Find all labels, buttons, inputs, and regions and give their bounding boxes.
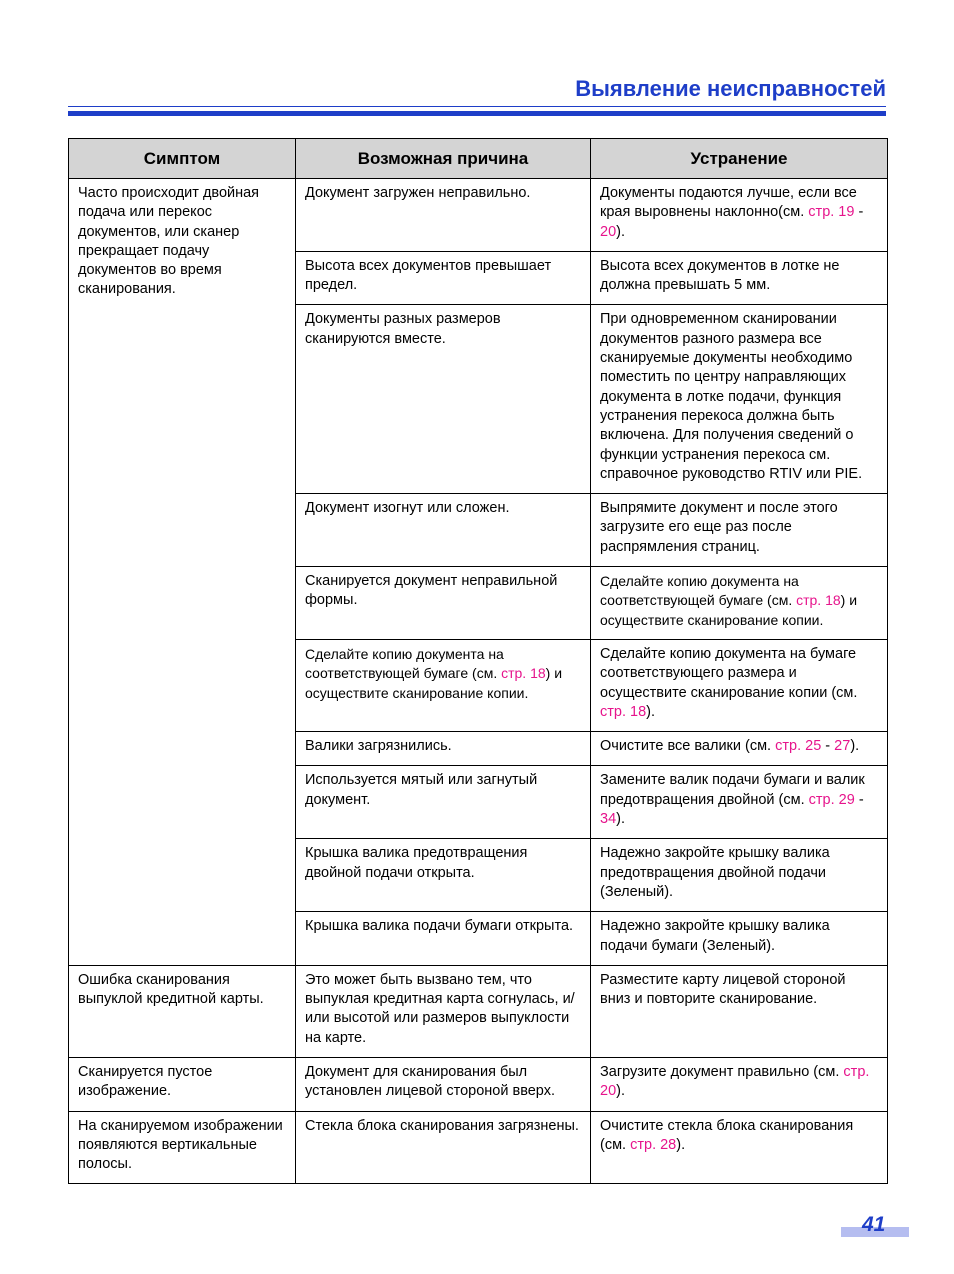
symptom-cell: Ошибка сканирования выпуклой кредитной карты. xyxy=(69,965,296,1057)
page-reference-link[interactable]: стр. 29 xyxy=(808,791,855,808)
cell-text: Разместите карту лицевой стороной вниз и повторите сканирование. xyxy=(600,971,846,1008)
remedy-cell xyxy=(591,1111,888,1184)
cell-text: Стекла блока сканирования загрязнены. xyxy=(305,1117,579,1134)
column-header-cause: Возможная причина xyxy=(296,139,591,179)
remedy-cell xyxy=(591,494,888,567)
cell-text: Сделайте копию документа на бумаге соответствующего размера и осуществите сканирование копии (см. xyxy=(600,645,858,701)
page-reference-link[interactable]: 20 xyxy=(600,223,617,240)
symptom-cell: Сканируется пустое изображение. xyxy=(69,1057,296,1111)
troubleshooting-table xyxy=(68,138,888,1184)
cause-cell xyxy=(296,839,591,912)
cell-text: ). xyxy=(850,738,860,755)
cell-text: Надежно закройте крышку валика предотвращения двойной подачи (Зеленый). xyxy=(600,845,830,900)
remedy-cell xyxy=(591,305,888,494)
cause-cell xyxy=(296,305,591,494)
cell-text: ). xyxy=(616,223,625,240)
cell-text: ). xyxy=(646,703,656,720)
cell-text: ). xyxy=(676,1136,686,1153)
cause-cell xyxy=(296,639,591,731)
cause-cell xyxy=(296,494,591,567)
page-reference-link[interactable]: стр. 18 xyxy=(796,592,841,609)
page-title: Выявление неисправностей xyxy=(575,76,886,101)
remedy-cell xyxy=(591,179,888,252)
cell-text: Выпрямите документ и после этого загрузите его еще раз после распрямления страниц. xyxy=(600,500,838,555)
cell-text: Это может быть вызвано тем, что выпуклая кредитная карта согнулась, и/или высотой или размеров выпуклости на карте. xyxy=(305,971,575,1046)
cell-text: ). xyxy=(616,1083,625,1100)
remedy-cell xyxy=(591,639,888,731)
cell-text: Документы подаются лучше, если все края выровнены наклонно(см. xyxy=(600,185,857,221)
cause-cell xyxy=(296,1111,591,1184)
page-reference-link[interactable]: стр. 18 xyxy=(501,665,546,682)
cell-text: - xyxy=(854,791,864,808)
page-reference-link[interactable]: стр. 20 xyxy=(600,1063,870,1100)
remedy-cell xyxy=(591,766,888,839)
cause-cell xyxy=(296,179,591,252)
column-header-remedy: Устранение xyxy=(591,139,888,179)
cell-text: Сканируется документ неправильной формы. xyxy=(305,573,558,609)
cell-text: Документ загружен неправильно. xyxy=(305,185,531,201)
cell-text: - xyxy=(821,738,835,755)
cause-cell xyxy=(296,732,591,766)
symptom-cell: На сканируемом изображении появляются вертикальные полосы. xyxy=(69,1111,296,1184)
cell-text: ) и осуществите сканирование копии. xyxy=(600,592,858,628)
cause-cell xyxy=(296,912,591,966)
header-rule-thick xyxy=(68,111,886,116)
page-reference-link[interactable]: стр. 19 xyxy=(808,204,855,221)
remedy-cell xyxy=(591,251,888,305)
symptom-cell: Часто происходит двойная подача или перекос документов, или сканер прекращает подачу документов во время сканирования. xyxy=(69,179,296,966)
header-rule-thin xyxy=(68,106,886,107)
page-number: 41 xyxy=(862,1213,886,1236)
page-reference-link[interactable]: стр. 18 xyxy=(600,703,647,720)
remedy-cell xyxy=(591,965,888,1057)
cause-cell xyxy=(296,567,591,640)
remedy-cell xyxy=(591,912,888,966)
cell-text: Используется мятый или загнутый документ. xyxy=(305,772,538,808)
cell-text: ) и осуществите сканирование копии. xyxy=(305,665,563,701)
remedy-cell xyxy=(591,567,888,640)
remedy-cell xyxy=(591,839,888,912)
cause-cell xyxy=(296,965,591,1057)
page-reference-link[interactable]: 27 xyxy=(834,738,851,755)
cause-cell xyxy=(296,766,591,839)
cell-text: Очистите все валики (см. xyxy=(600,738,776,755)
cell-text: - xyxy=(854,204,864,221)
cell-text: Очистите стекла блока сканирования (см. xyxy=(600,1117,854,1153)
cell-text: Загрузите документ правильно (см. xyxy=(600,1063,844,1080)
table-body xyxy=(69,179,888,1184)
cell-text: Документ изогнут или сложен. xyxy=(305,500,510,517)
cell-text: Сделайте копию документа на соответствующей бумаге (см. xyxy=(305,645,504,682)
cause-cell xyxy=(296,251,591,305)
table-row xyxy=(69,1057,888,1111)
table-row xyxy=(69,1111,888,1184)
cell-text: Надежно закройте крышку валика подачи бумаги (Зеленый). xyxy=(600,918,830,954)
cell-text: Валики загрязнились. xyxy=(305,738,452,755)
cell-text: Высота всех документов превышает предел. xyxy=(305,257,552,294)
table-row xyxy=(69,965,888,1057)
column-header-symptom: Симптом xyxy=(69,139,296,179)
cell-text: Документ для сканирования был установлен лицевой стороной вверх. xyxy=(305,1063,555,1100)
cell-text: При одновременном сканировании документов разного размера все сканируемые документы необходимо поместить по центру направляющих документа в лотке подачи, функция устранения перекоса должна быть включена. Для получения сведений о функции устранения перекоса см. справочное руководство RTIV или PIE. xyxy=(600,311,863,482)
cell-text: ). xyxy=(616,811,625,828)
remedy-cell xyxy=(591,1057,888,1111)
cell-text: Сделайте копию документа на соответствующей бумаге (см. xyxy=(600,573,799,609)
table-header-row xyxy=(69,139,888,179)
cell-text: Высота всех документов в лотке не должна превышать 5 мм. xyxy=(600,257,840,294)
cell-text: Документы разных размеров сканируются вместе. xyxy=(305,311,501,347)
page-reference-link[interactable]: 34 xyxy=(600,811,617,828)
table-row xyxy=(69,179,888,252)
remedy-cell xyxy=(591,732,888,766)
cell-text: Крышка валика предотвращения двойной подачи открыта. xyxy=(305,845,528,881)
cause-cell xyxy=(296,1057,591,1111)
page-reference-link[interactable]: стр. 28 xyxy=(630,1136,677,1153)
page-reference-link[interactable]: стр. 25 xyxy=(775,738,822,755)
cell-text: Замените валик подачи бумаги и валик предотвращения двойной (см. xyxy=(600,772,865,808)
cell-text: Крышка валика подачи бумаги открыта. xyxy=(305,918,574,935)
